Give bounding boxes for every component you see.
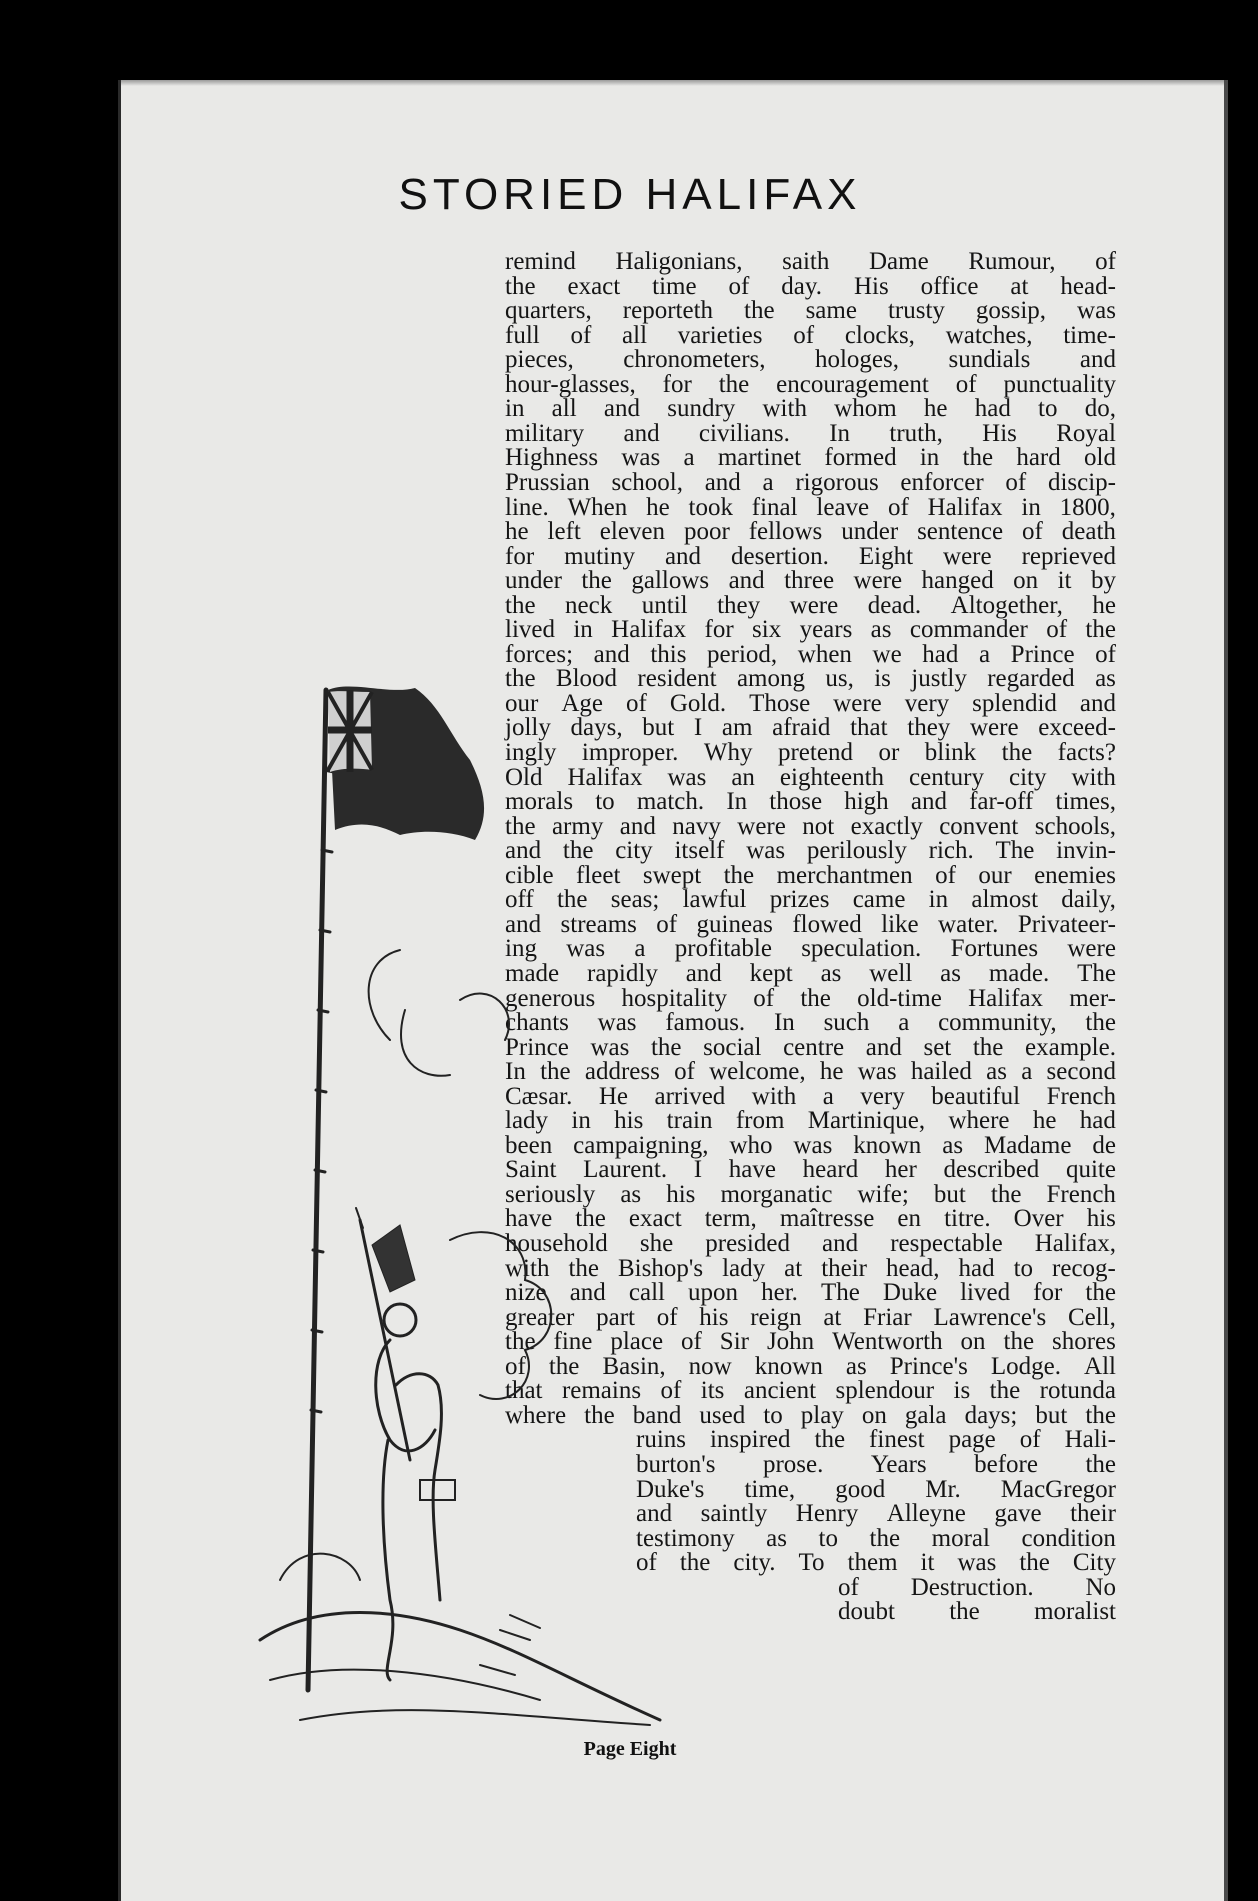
- text-line: off the seas; lawful prizes came in almost daily,: [505, 886, 1116, 914]
- text-line: ing was a profitable speculation. Fortunes were: [505, 935, 1116, 963]
- soldier-and-flag-illustration: [240, 680, 860, 1740]
- text-line: chants was famous. In such a community, the: [505, 1009, 1116, 1037]
- text-line: of Destruction. No: [838, 1573, 1116, 1601]
- text-line: the Blood resident among us, is justly regarded as: [505, 665, 1116, 693]
- text-line: ruins inspired the finest page of Hali-: [636, 1426, 1116, 1454]
- text-line: Prussian school, and a rigorous enforcer of discip-: [505, 468, 1116, 496]
- text-line: generous hospitality of the old-time Halifax mer-: [505, 984, 1116, 1012]
- text-line: full of all varieties of clocks, watches, time-: [505, 321, 1116, 349]
- text-line: testimony as to the moral condition: [636, 1524, 1116, 1552]
- text-line: have the exact term, maîtresse en titre. Over his: [505, 1205, 1116, 1233]
- text-line: cible fleet swept the merchantmen of our enemies: [505, 861, 1116, 889]
- text-line: in all and sundry with whom he had to do,: [505, 395, 1116, 423]
- text-line: Cæsar. He arrived with a very beautiful French: [505, 1082, 1116, 1110]
- text-line: Saint Laurent. I have heard her described quite: [505, 1156, 1116, 1184]
- text-line: Highness was a martinet formed in the hard old: [505, 444, 1116, 472]
- page-title: STORIED HALIFAX: [398, 170, 862, 219]
- text-line: military and civilians. In truth, His Royal: [505, 419, 1116, 447]
- text-line: and streams of guineas flowed like water. Privateer-: [505, 910, 1116, 938]
- text-line: of the city. To them it was the City: [636, 1549, 1116, 1577]
- text-line: hour-glasses, for the encouragement of punctuality: [505, 370, 1116, 398]
- text-line: he left eleven poor fellows under sentence of death: [505, 518, 1116, 546]
- text-line: lived in Halifax for six years as commander of the: [505, 616, 1116, 644]
- text-line: quarters, reporteth the same trusty gossip, was: [505, 297, 1116, 325]
- text-line: pieces, chronometers, hologes, sundials and: [505, 346, 1116, 374]
- text-line: the exact time of day. His office at head-: [505, 272, 1116, 300]
- text-line: forces; and this period, when we had a Prince of: [505, 640, 1116, 668]
- page-number: Page Eight: [583, 1738, 677, 1760]
- text-line: jolly days, but I am afraid that they were exceed-: [505, 714, 1116, 742]
- text-line: Prince was the social centre and set the example.: [505, 1033, 1116, 1061]
- text-line: Old Halifax was an eighteenth century city with: [505, 763, 1116, 791]
- text-line: Duke's time, good Mr. MacGregor: [636, 1475, 1116, 1503]
- text-line: under the gallows and three were hanged on it by: [505, 567, 1116, 595]
- text-line: where the band used to play on gala days; but the: [505, 1401, 1116, 1429]
- text-line: made rapidly and kept as well as made. The: [505, 959, 1116, 987]
- text-line: household she presided and respectable Halifax,: [505, 1230, 1116, 1257]
- text-line: and the city itself was perilously rich. The invin-: [505, 837, 1116, 865]
- text-line: doubt the moralist: [838, 1598, 1116, 1626]
- text-line: and saintly Henry Alleyne gave their: [636, 1500, 1116, 1528]
- text-line: for mutiny and desertion. Eight were reprieved: [505, 542, 1116, 570]
- text-line: with the Bishop's lady at their head, had to recog-: [505, 1254, 1116, 1282]
- text-line: our Age of Gold. Those were very splendid and: [505, 689, 1116, 717]
- text-line: seriously as his morganatic wife; but the French: [505, 1180, 1116, 1208]
- text-line: greater part of his reign at Friar Lawrence's Cell,: [505, 1303, 1116, 1331]
- flag-icon: [328, 686, 484, 840]
- text-line: burton's prose. Years before the: [636, 1450, 1116, 1478]
- text-line: ingly improper. Why pretend or blink the facts?: [505, 739, 1116, 766]
- text-line: the fine place of Sir John Wentworth on the shores: [505, 1328, 1116, 1356]
- text-line: line. When he took final leave of Halifax in 1800,: [505, 493, 1116, 521]
- text-line: nize and call upon her. The Duke lived for the: [505, 1279, 1116, 1307]
- text-line: of the Basin, now known as Prince's Lodge. All: [505, 1352, 1116, 1380]
- page-edge: [1224, 80, 1228, 1901]
- text-line: In the address of welcome, he was hailed as a second: [505, 1058, 1116, 1086]
- text-line: the army and navy were not exactly convent schools,: [505, 812, 1116, 840]
- text-line: the neck until they were dead. Altogether, he: [505, 591, 1116, 619]
- text-line: remind Haligonians, saith Dame Rumour, of: [505, 248, 1116, 275]
- text-line: been campaigning, who was known as Madame de: [505, 1131, 1116, 1159]
- text-line: morals to match. In those high and far-off times,: [505, 788, 1116, 816]
- text-line: lady in his train from Martinique, where he had: [505, 1107, 1116, 1135]
- text-line: that remains of its ancient splendour is the rotunda: [505, 1377, 1116, 1405]
